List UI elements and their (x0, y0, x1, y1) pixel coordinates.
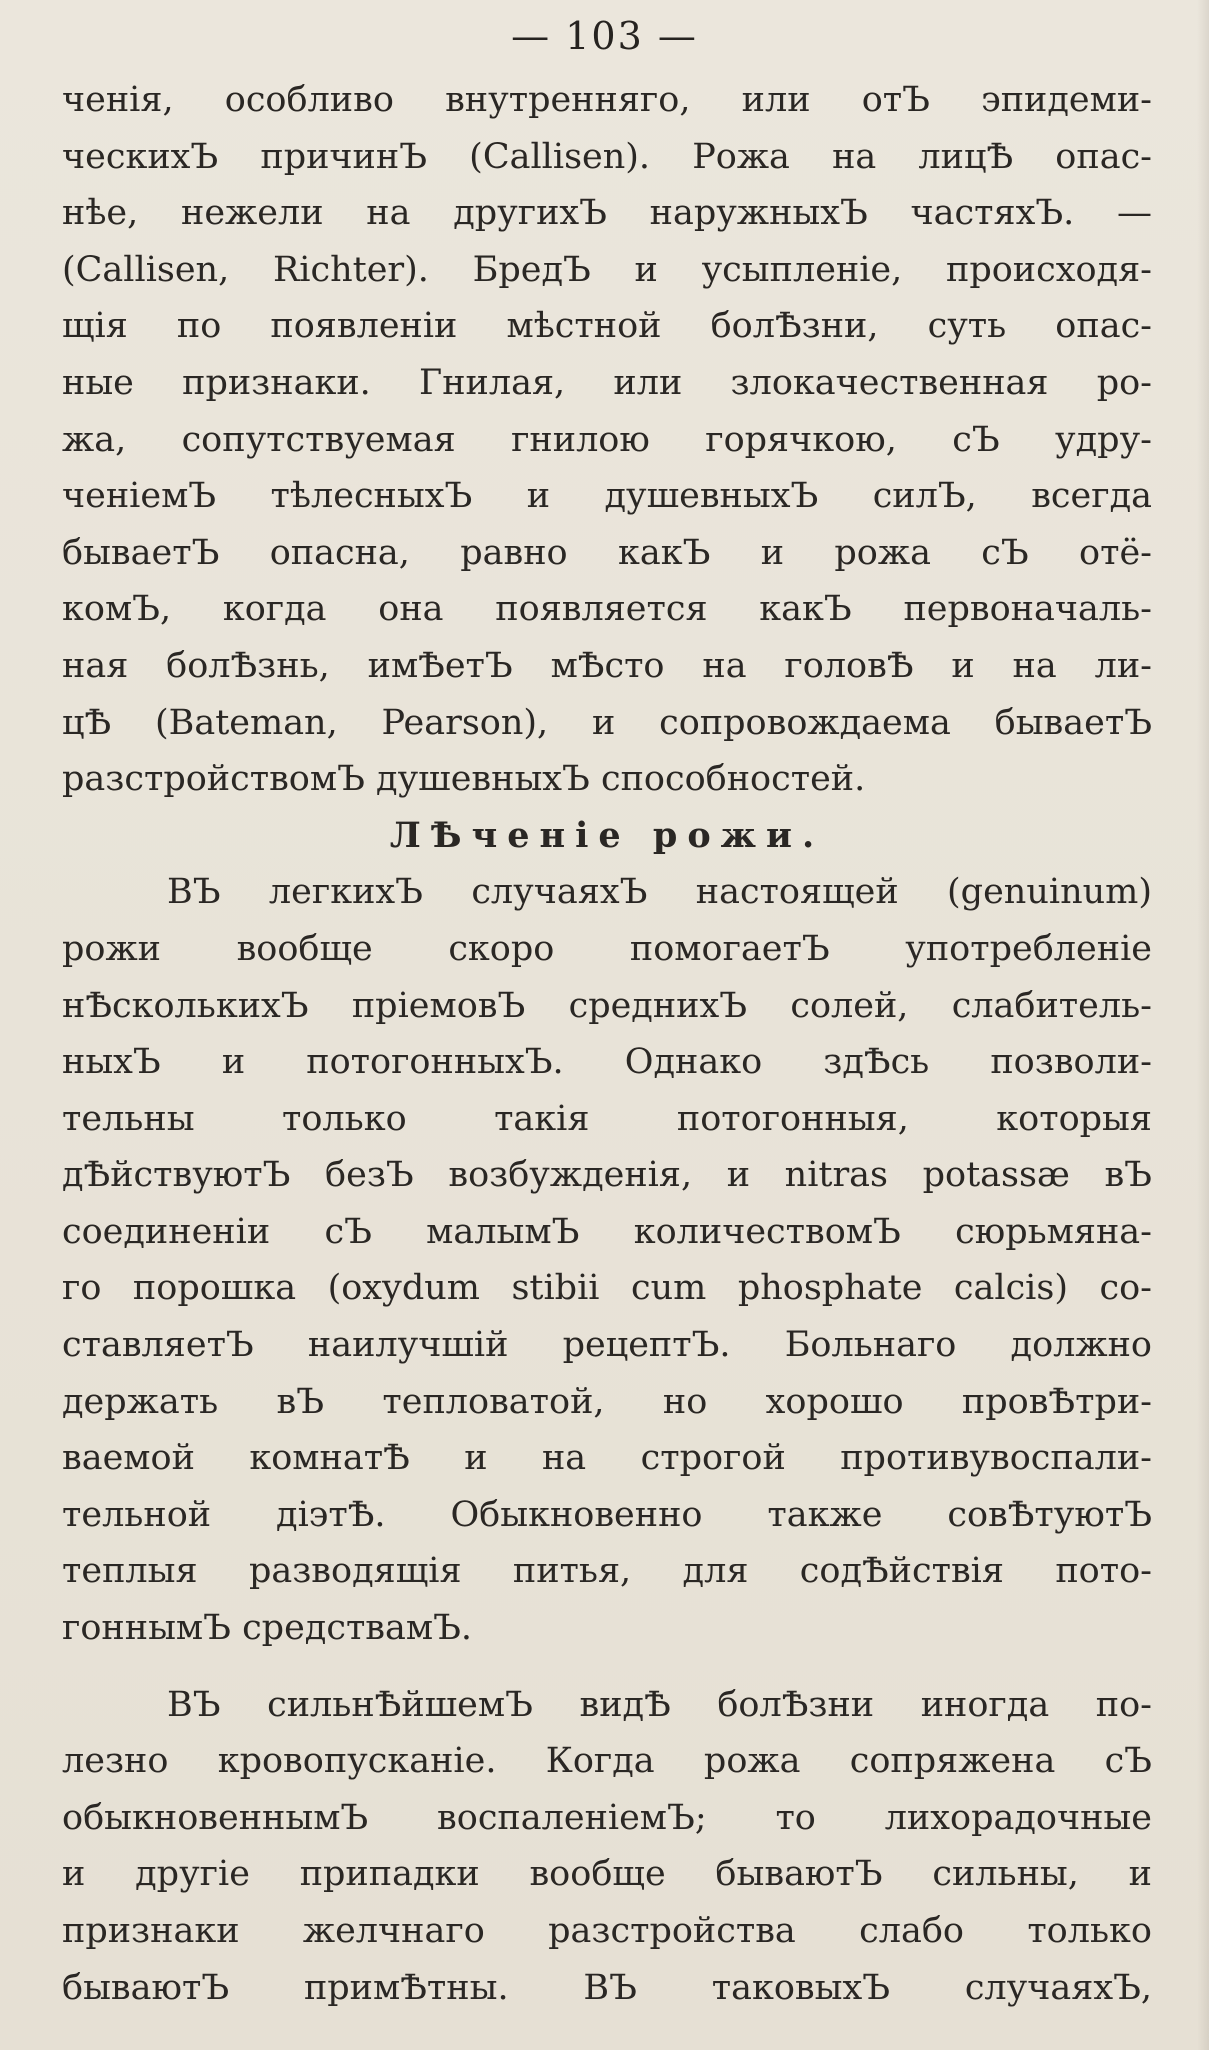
text-line: признаки желчнаго разстройства слабо только (62, 1911, 1152, 1951)
text-line: комЪ, когда она появляется какЪ первоначаль- (62, 589, 1152, 630)
text-line: тельной діэтѢ. Обыкновенно также совѢтуютЪ (62, 1494, 1152, 1535)
text-line: теплыя разводящія питья, для содѢйствія пото- (62, 1551, 1152, 1592)
text-line: ваемой комнатѢ и на строгой противувоспали- (62, 1438, 1152, 1479)
text-line: дѢйствуютЪ безЪ возбужденія, и nitras potassæ вЪ (62, 1155, 1152, 1196)
text-line: цѢ (Bateman, Pearson), и сопровождаема бываетЪ (62, 702, 1152, 743)
text-line: бываетЪ опасна, равно какЪ и рожа сЪ отё- (62, 532, 1152, 573)
text-line: ные признаки. Гнилая, или злокачественная ро- (62, 362, 1152, 403)
text-line: держать вЪ тепловатой, но хорошо провѢтри- (62, 1381, 1152, 1422)
section-heading: ЛѢченіе рожи. (389, 814, 825, 856)
text-line: лезно кровопусканіе. Когда рожа сопряжена сЪ (62, 1741, 1152, 1782)
text-line: обыкновеннымЪ воспаленіемЪ; то лихорадочные (62, 1797, 1152, 1838)
text-line: ческихЪ причинЪ (Callisen). Рожа на лицѢ опас- (62, 136, 1152, 177)
text-line: рожи вообще скоро помогаетЪ употребленіе (62, 928, 1152, 969)
text-line: разстройствомЪ душевныхЪ способностей. (62, 759, 866, 800)
text-line: ВЪ сильнѢйшемЪ видѢ болѢзни иногда по- (167, 1684, 1152, 1725)
page-number: — 103 — (511, 14, 698, 58)
text-line: го порошка (oxydum stibii cum phosphate calcis) со- (62, 1268, 1152, 1309)
text-line: нѣе, нежели на другихЪ наружныхЪ частяхЪ. — (62, 193, 1152, 234)
text-line: (Callisen, Richter). БредЪ и усыпленіе, происходя- (62, 249, 1152, 290)
text-line: ная болѢзнь, имѢетЪ мѢсто на головѢ и на ли- (62, 645, 1152, 686)
text-line: ВЪ легкихЪ случаяхЪ настоящей (genuinum) (167, 872, 1152, 913)
text-line: ныхЪ и потогонныхЪ. Однако здѢсь позволи- (62, 1042, 1152, 1083)
text-line: тельны только такія потогонныя, которыя (62, 1098, 1152, 1139)
body-text (62, 72, 1152, 2016)
text-line: нѢсколькихЪ пріемовЪ среднихЪ солей, слабитель- (62, 985, 1152, 1026)
text-line: гоннымЪ средствамЪ. (62, 1608, 473, 1649)
paragraph-gap (62, 1657, 1152, 1677)
text-line: ченіемЪ тѣлесныхЪ и душевныхЪ силЪ, всегда (62, 476, 1152, 517)
text-line: ставляетЪ наилучшій рецептЪ. Больнаго должно (62, 1325, 1152, 1366)
text-line: и другіе припадки вообще бываютЪ сильны, и (62, 1854, 1152, 1895)
text-line: жа, сопутствуемая гнилою горячкою, сЪ удру- (62, 419, 1152, 460)
text-line: ченія, особливо внутренняго, или отЪ эпидеми- (62, 80, 1152, 120)
page-edge-shadow (1197, 0, 1209, 2050)
text-line: соединеніи сЪ малымЪ количествомЪ сюрьмяна- (62, 1211, 1152, 1252)
text-line: бываютЪ примѢтны. ВЪ таковыхЪ случаяхЪ, (62, 1967, 1152, 2008)
text-line: щія по появленіи мѣстной болѢзни, суть опас- (62, 306, 1152, 347)
